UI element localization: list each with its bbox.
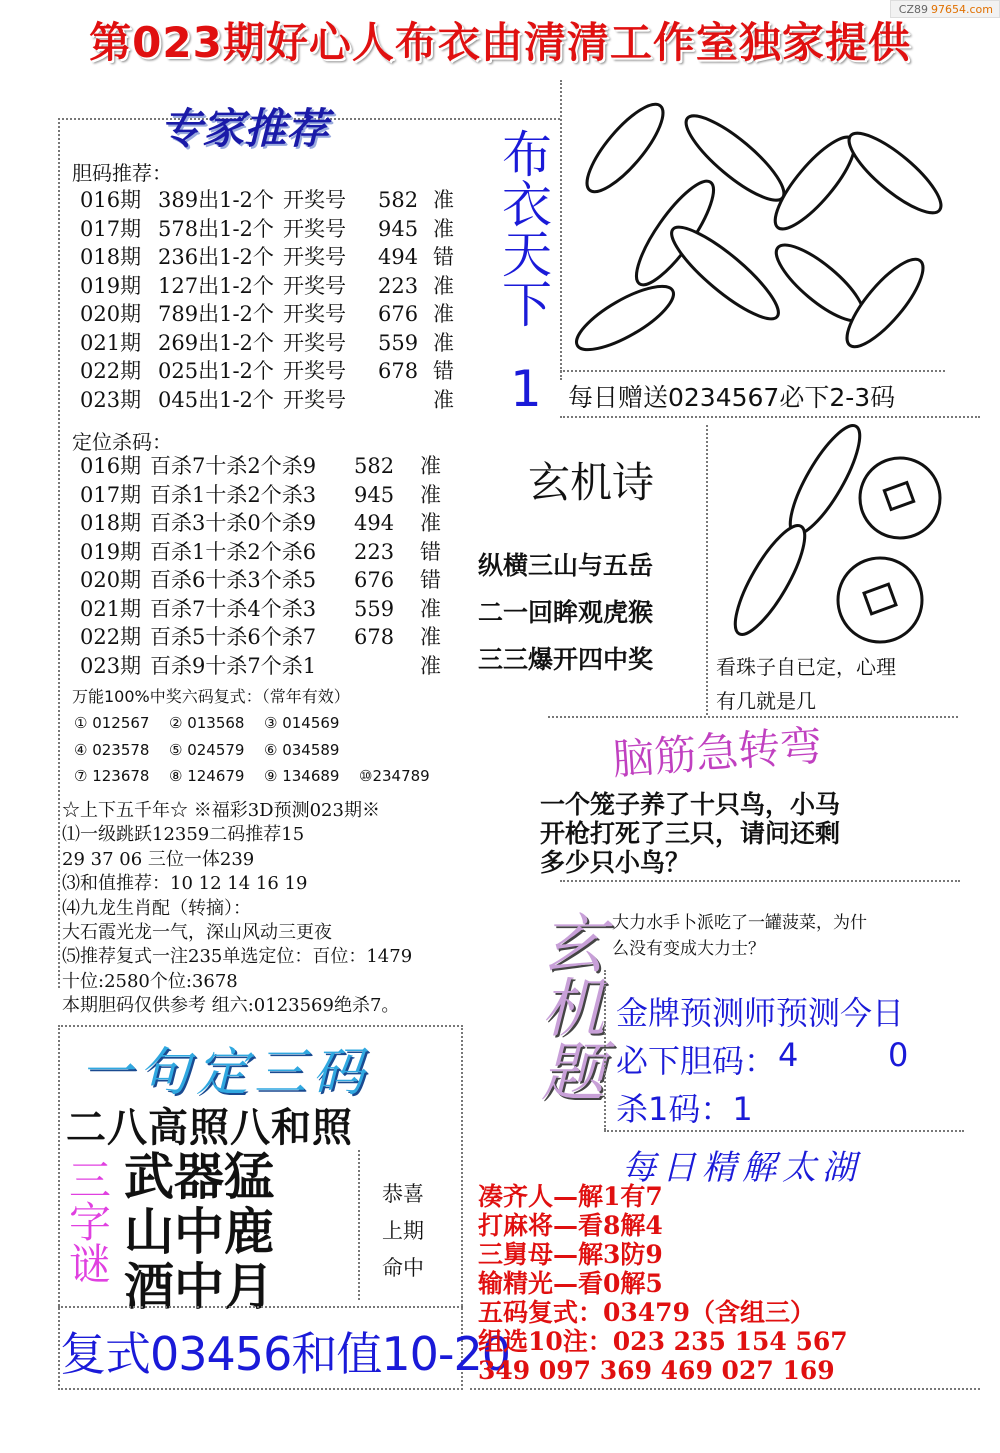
- gold-dan-a: 4: [778, 1036, 799, 1074]
- kill-cell: [354, 652, 420, 681]
- page-banner: 第023期好心人布衣由清清工作室独家提供: [89, 18, 911, 67]
- divider: [560, 370, 945, 372]
- xuanji-line: 大力水手卜派吃了一罐菠菜，为什: [612, 913, 867, 933]
- congrats: [382, 1176, 424, 1287]
- six-cell: ⑤ 024579: [169, 740, 245, 759]
- three-riddle-line: 武器猛: [124, 1148, 274, 1206]
- divider: [58, 118, 60, 988]
- riddle-line: 开枪打死了三只，请问还剩: [540, 819, 841, 848]
- six-cell: ⑨ 134689: [264, 767, 340, 785]
- kill-cell: 准: [420, 653, 441, 678]
- dan-cell: 676: [378, 302, 419, 326]
- dan-cell: 559: [378, 330, 419, 355]
- kill-cell: 559: [354, 596, 395, 621]
- history-line: ⑶和值推荐：10 12 14 16 19: [62, 873, 308, 895]
- riddle-title: 脑筋急转弯: [610, 720, 824, 785]
- six-cell: ④ 023578: [74, 740, 150, 759]
- kill-cell: 百杀6十杀3个杀5: [150, 568, 317, 592]
- dan-row: [80, 300, 473, 329]
- dan-cell: 开奖号: [283, 188, 346, 212]
- kill-row: [80, 452, 460, 481]
- poem-line: 三三爆开四中奖: [478, 645, 654, 674]
- xuanji-line: 么没有变成大力士？: [612, 939, 765, 959]
- dan-cell: 017期: [80, 216, 142, 241]
- one-sentence-phrase: 二八高照八和照: [66, 1105, 353, 1151]
- three-riddle-lines: [124, 1150, 274, 1315]
- dan-cell: 准: [433, 188, 454, 212]
- divider: [560, 880, 960, 882]
- beads-caption: [716, 650, 896, 718]
- dan-row: [80, 243, 473, 272]
- dan-row: [80, 272, 473, 301]
- dan-cell: 022期: [80, 359, 142, 383]
- dan-cell: 开奖号: [283, 359, 346, 383]
- kill-cell: 错: [420, 539, 441, 564]
- six-cell: ② 013568: [169, 714, 245, 732]
- riddle-line: 一个笼子养了十只鸟，小马: [540, 790, 841, 819]
- gold-kill: 杀1码：1: [616, 1090, 753, 1128]
- kill-cell: 023期: [80, 653, 142, 678]
- kill-row: [80, 538, 460, 567]
- kill-cell: 百杀1十杀2个杀3: [150, 482, 317, 507]
- history-line: 本期胆码仅供参考 组六:0123569绝杀7。: [62, 995, 400, 1017]
- dan-cell: 578出1-2个: [158, 216, 274, 241]
- dan-cell: 准: [433, 302, 454, 326]
- six-cell: ③ 014569: [264, 714, 340, 732]
- history-line: ⑴一级跳跃12359二码推荐15: [62, 824, 305, 846]
- kill-cell: 百杀9十杀7个杀1: [150, 653, 317, 678]
- dan-cell: 准: [433, 387, 454, 412]
- divider: [604, 970, 606, 1130]
- taihu-title: 每日精解太湖: [622, 1148, 862, 1188]
- taihu-line: 五码复式：03479（含组三）: [478, 1298, 815, 1327]
- three-riddle-line: 山中鹿: [124, 1203, 274, 1261]
- six-row: [74, 710, 459, 737]
- poem-line: 二一回眸观虎猴: [478, 598, 654, 627]
- poem-line: 纵横三山与五岳: [478, 551, 654, 580]
- congrats-line: 上期: [382, 1219, 424, 1243]
- poem-lines: [478, 542, 653, 683]
- kill-cell: 准: [420, 482, 441, 507]
- six-cell: ⑦ 123678: [74, 767, 150, 785]
- history-line: ☆上下五千年☆ ※福彩3D预测023期※: [62, 800, 380, 821]
- riddle-line: 多少只小鸟？: [540, 848, 691, 877]
- kill-cell: 百杀7十杀4个杀3: [150, 596, 317, 621]
- kill-cell: 错: [420, 568, 441, 592]
- six-cell: ⑩234789: [359, 767, 430, 785]
- taihu-line: 输精光—看0解5: [478, 1269, 663, 1298]
- dan-cell: 018期: [80, 245, 142, 269]
- kill-cell: 018期: [80, 511, 142, 535]
- kill-cell: 准: [420, 596, 441, 621]
- kill-table: [80, 452, 460, 680]
- dan-cell: 开奖号: [283, 216, 346, 241]
- dan-row: [80, 386, 473, 415]
- dan-cell: 223: [378, 273, 419, 298]
- taihu-line: 凑齐人—解1有7: [478, 1182, 663, 1211]
- kill-row: [80, 566, 460, 595]
- kill-cell: 准: [420, 511, 441, 535]
- kill-cell: 百杀1十杀2个杀6: [150, 539, 317, 564]
- divider: [560, 416, 980, 418]
- poem-title: 玄机诗: [528, 458, 655, 507]
- divider: [470, 1388, 980, 1390]
- dan-row: [80, 186, 473, 215]
- dan-row: [80, 357, 473, 386]
- dan-cell: 236出1-2个: [158, 245, 274, 269]
- kill-cell: 676: [354, 568, 395, 592]
- dan-cell: 开奖号: [283, 245, 346, 269]
- dan-heading: 胆码推荐：: [72, 161, 172, 185]
- six-cell: ⑥ 034589: [264, 740, 340, 759]
- kill-row: [80, 595, 460, 624]
- kill-cell: 百杀5十杀6个杀7: [150, 625, 317, 649]
- three-riddle-label: 三字谜: [63, 1158, 112, 1284]
- buyi-number: 1: [510, 360, 542, 418]
- taihu-lines: [478, 1182, 848, 1385]
- dan-cell: 494: [378, 245, 419, 269]
- history-line: ⑷九龙生肖配（转摘）：: [62, 897, 251, 919]
- divider: [604, 1130, 964, 1132]
- dan-cell: 016期: [80, 188, 142, 212]
- dan-row: [80, 329, 473, 358]
- gold-dan-label: 必下胆码：: [616, 1042, 777, 1080]
- history-block: [62, 799, 412, 1019]
- xuanji-question: [612, 910, 867, 962]
- kill-cell: 准: [420, 625, 441, 649]
- dan-cell: 019期: [80, 273, 142, 298]
- dan-cell: 开奖号: [283, 302, 346, 326]
- kill-cell: 017期: [80, 482, 142, 507]
- six-heading: 万能100%中奖六码复式：（常年有效）: [72, 687, 350, 706]
- dan-cell: 错: [433, 245, 454, 269]
- dan-cell: 准: [433, 273, 454, 298]
- dan-cell: 开奖号: [283, 330, 346, 355]
- gold-dan-b: 0: [888, 1036, 909, 1074]
- dan-cell: 准: [433, 216, 454, 241]
- taihu-line: 打麻将—看8解4: [478, 1211, 663, 1240]
- kill-row: [80, 509, 460, 538]
- kill-heading: 定位杀码：: [72, 430, 172, 454]
- dan-cell: 023期: [80, 387, 142, 412]
- kill-cell: 678: [354, 625, 395, 649]
- dan-table: [80, 186, 473, 414]
- history-line: 大石霞光龙一气，深山风动三更夜: [62, 922, 332, 944]
- beads-drawing: [715, 420, 955, 650]
- kill-row: [80, 652, 460, 681]
- dan-cell: 开奖号: [283, 387, 346, 412]
- six-cell: ⑧ 124679: [169, 767, 245, 785]
- dan-cell: 020期: [80, 302, 142, 326]
- kill-cell: 准: [420, 454, 441, 478]
- divider: [358, 1150, 360, 1300]
- kill-cell: 016期: [80, 454, 142, 478]
- six-table: [74, 710, 459, 790]
- dan-cell: 945: [378, 216, 419, 241]
- dan-cell: 582: [378, 188, 419, 212]
- dan-cell: 开奖号: [283, 273, 346, 298]
- congrats-line: 恭喜: [382, 1182, 424, 1206]
- history-line: 29 37 06 三位一体239: [62, 848, 255, 870]
- taihu-line: 组选10注：023 235 154 567: [478, 1327, 848, 1356]
- dan-cell: 389出1-2个: [158, 188, 274, 212]
- xuanji-title: 玄机题: [530, 910, 604, 1102]
- six-cell: ① 012567: [74, 714, 150, 732]
- swastika-beads-drawing: [565, 88, 975, 378]
- kill-cell: 021期: [80, 596, 142, 621]
- gold-line1: 金牌预测师预测今日: [616, 994, 905, 1032]
- riddle-question: [540, 790, 840, 877]
- taihu-line: 349 097 369 469 027 169: [478, 1356, 835, 1385]
- dan-cell: 021期: [80, 330, 142, 355]
- kill-row: [80, 481, 460, 510]
- compound-line: 复式03456和值10-20: [60, 1327, 510, 1381]
- kill-cell: 百杀7十杀2个杀9: [150, 454, 317, 478]
- buyi-daily: 每日赠送0234567必下2-3码: [568, 383, 896, 412]
- expert-title: 专家推荐: [160, 104, 329, 153]
- dan-cell: 269出1-2个: [158, 330, 274, 355]
- watermark-prefix: CZ89: [898, 2, 929, 16]
- kill-cell: 百杀3十杀0个杀9: [150, 511, 317, 535]
- history-line: 十位:2580个位:3678: [62, 970, 238, 992]
- one-sentence-title: 一句定三码: [80, 1043, 371, 1103]
- watermark-site: 97654.com: [931, 2, 993, 16]
- dan-row: [80, 215, 473, 244]
- kill-cell: 582: [354, 454, 395, 478]
- divider: [58, 1306, 463, 1308]
- buyi-vertical: 布衣天下: [494, 128, 552, 328]
- three-riddle-line: 酒中月: [124, 1258, 274, 1316]
- divider: [706, 425, 708, 715]
- history-line: ⑸推荐复式一注235单选定位：百位：1479: [62, 946, 413, 968]
- dan-cell: 025出1-2个: [158, 359, 274, 383]
- dan-cell: [378, 386, 433, 415]
- dan-cell: 678: [378, 359, 419, 383]
- taihu-line: 三舅母—解3防9: [478, 1240, 663, 1269]
- kill-cell: 022期: [80, 625, 142, 649]
- dan-cell: 错: [433, 359, 454, 383]
- kill-cell: 494: [354, 511, 395, 535]
- six-row: [74, 763, 459, 790]
- kill-cell: 020期: [80, 568, 142, 592]
- kill-cell: 945: [354, 482, 395, 507]
- dan-cell: 127出1-2个: [158, 273, 274, 298]
- dan-cell: 045出1-2个: [158, 387, 274, 412]
- beads-caption-line: 看珠子自已定，心理: [716, 655, 896, 679]
- kill-cell: 019期: [80, 539, 142, 564]
- beads-caption-line: 有几就是几: [716, 689, 816, 713]
- dan-cell: 准: [433, 330, 454, 355]
- kill-row: [80, 623, 460, 652]
- six-row: [74, 737, 459, 764]
- dan-cell: 789出1-2个: [158, 302, 274, 326]
- congrats-line: 命中: [382, 1256, 424, 1280]
- kill-cell: 223: [354, 539, 395, 564]
- divider: [560, 80, 562, 380]
